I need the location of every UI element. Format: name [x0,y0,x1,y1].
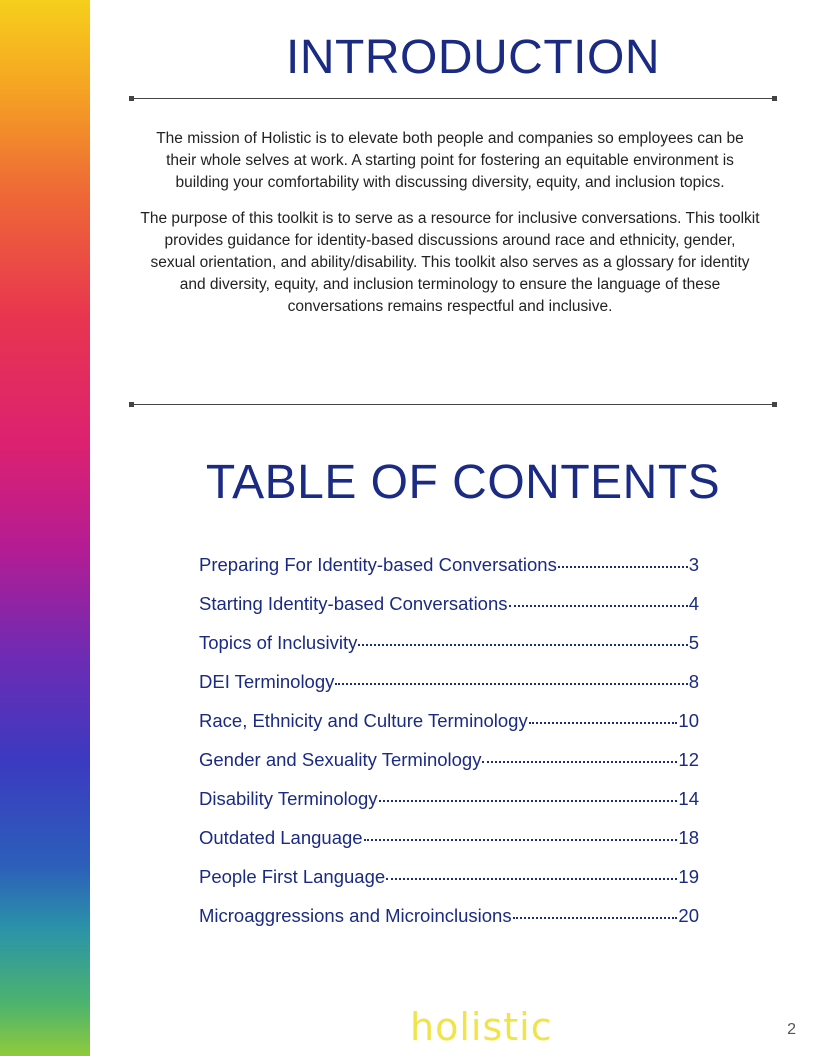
toc-item-label: People First Language [199,866,386,887]
holistic-logo: holistic [410,1005,553,1049]
toc-item-label: Outdated Language [199,827,363,848]
toc-item[interactable] [199,901,699,940]
toc-leader-dots [558,566,688,568]
toc-leader-dots [386,878,677,880]
toc-leader-dots [513,917,678,919]
toc-item[interactable] [199,862,699,901]
toc-item-page: 18 [678,827,699,848]
toc-item-page: 19 [678,866,699,887]
toc-item-label: Starting Identity-based Conversations [199,593,508,614]
toc-item[interactable] [199,550,699,589]
introduction-title: INTRODUCTION [286,31,660,84]
toc-leader-dots [482,761,677,763]
toc-item-page: 12 [678,749,699,770]
toc-leader-dots [364,839,678,841]
toc-item-page: 14 [678,788,699,809]
toc-item-page: 8 [688,671,699,692]
toc-item-page: 5 [688,632,699,653]
toc-title: TABLE OF CONTENTS [205,456,721,509]
toc-item[interactable] [199,589,699,628]
toc-leader-dots [335,683,687,685]
toc-item[interactable] [199,784,699,823]
toc-item-label: Microaggressions and Microinclusions [199,905,512,926]
divider-top [131,98,775,99]
toc-leader-dots [529,722,678,724]
toc-item[interactable] [199,823,699,862]
toc-item-label: Preparing For Identity-based Conversations [199,554,557,575]
introduction-body [140,128,760,332]
toc-leader-dots [358,644,687,646]
intro-paragraph-1: The mission of Holistic is to elevate both people and companies so employees can be their whole selves at work. A starting point for fostering an equitable environment is building your comfortability with discussing diversity, equity, and inclusion topics. [156,130,744,191]
toc-item-label: Race, Ethnicity and Culture Terminology [199,710,528,731]
rainbow-sidebar [0,0,90,1056]
divider-bottom [131,404,775,405]
toc-item-page: 3 [688,554,699,575]
toc-item[interactable] [199,706,699,745]
table-of-contents [199,550,699,940]
toc-item-label: Topics of Inclusivity [199,632,358,653]
toc-item-label: DEI Terminology [199,671,335,692]
page-number: 2 [787,1021,796,1038]
toc-item[interactable] [199,745,699,784]
toc-item[interactable] [199,667,699,706]
toc-item-label: Disability Terminology [199,788,378,809]
toc-item-page: 10 [678,710,699,731]
toc-item[interactable] [199,628,699,667]
intro-paragraph-2: The purpose of this toolkit is to serve as a resource for inclusive conversations. This toolkit provides guidance for identity-based discussions around race and ethnicity, gender, sexual orientation, and ability/disability. This toolkit also serves as a glossary for identity and diversity, equity, and inclusion terminology to ensure the language of these conversations remains respectful and inclusive. [140,210,760,315]
toc-leader-dots [379,800,678,802]
toc-item-page: 20 [678,905,699,926]
toc-leader-dots [509,605,688,607]
toc-item-page: 4 [688,593,699,614]
toc-item-label: Gender and Sexuality Terminology [199,749,482,770]
